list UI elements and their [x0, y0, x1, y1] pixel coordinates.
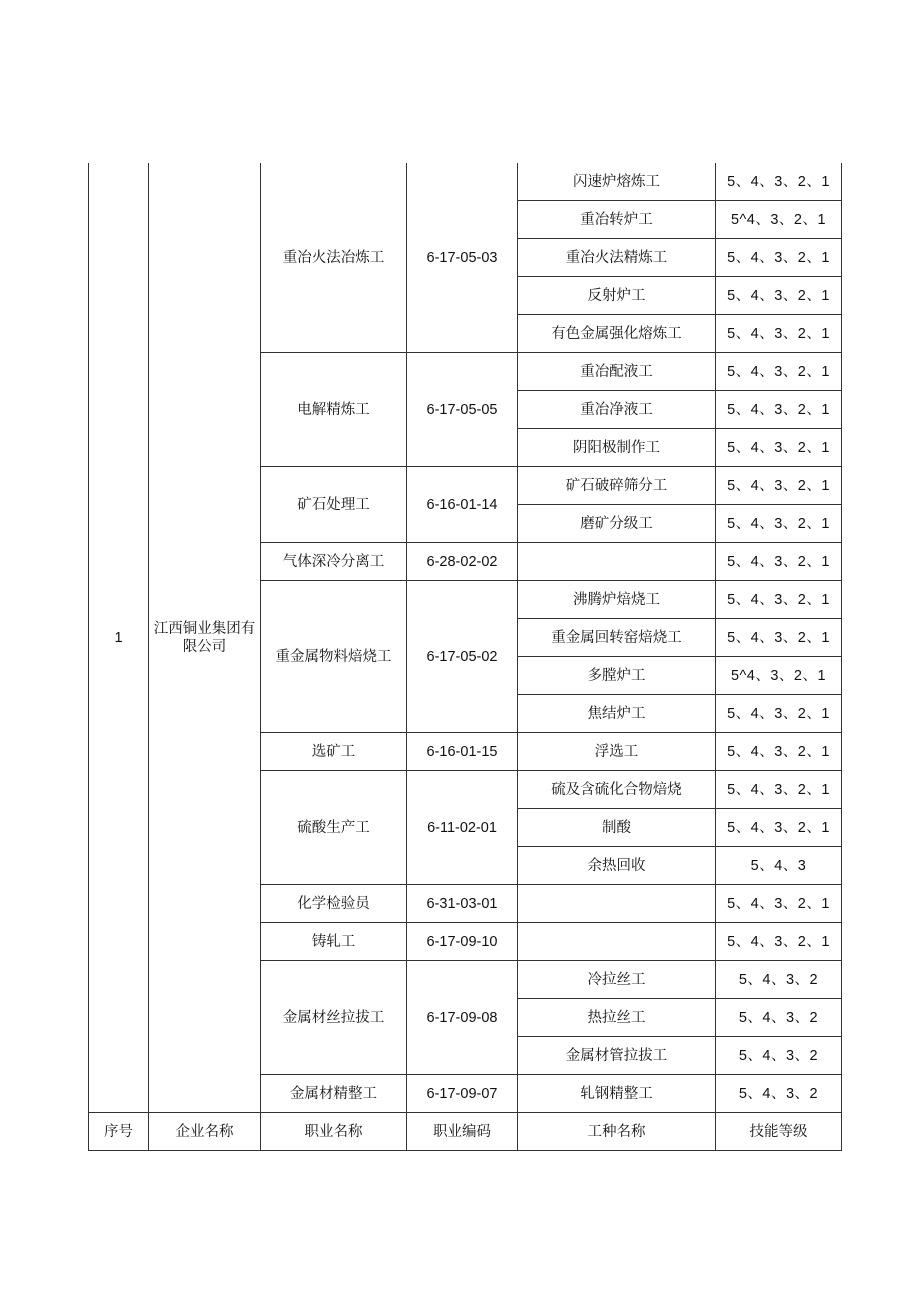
- header-company: 企业名称: [149, 1113, 261, 1151]
- header-seq: 序号: [89, 1113, 149, 1151]
- occupation-code-cell: 6-11-02-01: [407, 771, 518, 885]
- occupation-code-cell: 6-28-02-02: [407, 543, 518, 581]
- occupation-code-cell: 6-16-01-14: [407, 467, 518, 543]
- document-page: [88, 163, 841, 1151]
- trade-name-cell: 磨矿分级工: [518, 505, 716, 543]
- occupation-name-cell: 选矿工: [261, 733, 407, 771]
- table-header-row: [89, 1113, 842, 1151]
- header-trade: 工种名称: [518, 1113, 716, 1151]
- trade-name-cell: 轧钢精整工: [518, 1075, 716, 1113]
- trade-name-cell: 热拉丝工: [518, 999, 716, 1037]
- trade-name-cell: 反射炉工: [518, 277, 716, 315]
- skill-level-cell: 5、4、3、2、1: [716, 467, 842, 505]
- skill-level-cell: 5^4、3、2、1: [716, 201, 842, 239]
- table-body: [89, 163, 842, 1151]
- trade-name-cell: 金属材管拉拔工: [518, 1037, 716, 1075]
- trade-name-cell: 浮选工: [518, 733, 716, 771]
- trade-name-cell: 多膛炉工: [518, 657, 716, 695]
- trade-name-cell: 硫及含硫化合物焙烧: [518, 771, 716, 809]
- skill-level-cell: 5、4、3、2、1: [716, 885, 842, 923]
- trade-name-cell: 重金属回转窑焙烧工: [518, 619, 716, 657]
- trade-name-cell: [518, 885, 716, 923]
- occupation-name-cell: 重金属物料焙烧工: [261, 581, 407, 733]
- skill-level-cell: 5、4、3、2、1: [716, 505, 842, 543]
- skill-level-cell: 5、4、3、2、1: [716, 391, 842, 429]
- header-code: 职业编码: [407, 1113, 518, 1151]
- skill-level-cell: 5、4、3、2、1: [716, 695, 842, 733]
- skill-level-cell: 5、4、3、2、1: [716, 239, 842, 277]
- skill-level-cell: 5、4、3、2: [716, 961, 842, 999]
- occupation-code-cell: 6-17-09-08: [407, 961, 518, 1075]
- trade-name-cell: 阴阳极制作工: [518, 429, 716, 467]
- occupation-table: [88, 163, 842, 1151]
- trade-name-cell: 冷拉丝工: [518, 961, 716, 999]
- seq-cell: 1: [89, 163, 149, 1113]
- skill-level-cell: 5、4、3、2、1: [716, 733, 842, 771]
- occupation-name-cell: 矿石处理工: [261, 467, 407, 543]
- trade-name-cell: 制酸: [518, 809, 716, 847]
- skill-level-cell: 5、4、3、2、1: [716, 429, 842, 467]
- skill-level-cell: 5、4、3、2、1: [716, 315, 842, 353]
- occupation-name-cell: 电解精炼工: [261, 353, 407, 467]
- skill-level-cell: 5、4、3、2、1: [716, 543, 842, 581]
- table-row: [89, 163, 842, 201]
- skill-level-cell: 5、4、3、2、1: [716, 163, 842, 201]
- company-name-cell: 江西铜业集团有限公司: [149, 163, 261, 1113]
- skill-level-cell: 5、4、3: [716, 847, 842, 885]
- occupation-code-cell: 6-16-01-15: [407, 733, 518, 771]
- occupation-name-cell: 重冶火法冶炼工: [261, 163, 407, 353]
- occupation-code-cell: 6-17-05-03: [407, 163, 518, 353]
- skill-level-cell: 5、4、3、2、1: [716, 581, 842, 619]
- occupation-code-cell: 6-31-03-01: [407, 885, 518, 923]
- skill-level-cell: 5、4、3、2、1: [716, 771, 842, 809]
- header-level: 技能等级: [716, 1113, 842, 1151]
- trade-name-cell: 重冶配液工: [518, 353, 716, 391]
- skill-level-cell: 5、4、3、2、1: [716, 353, 842, 391]
- occupation-name-cell: 化学检验员: [261, 885, 407, 923]
- trade-name-cell: 沸腾炉焙烧工: [518, 581, 716, 619]
- skill-level-cell: 5、4、3、2: [716, 1075, 842, 1113]
- skill-level-cell: 5、4、3、2、1: [716, 277, 842, 315]
- occupation-name-cell: 金属材精整工: [261, 1075, 407, 1113]
- occupation-name-cell: 气体深冷分离工: [261, 543, 407, 581]
- occupation-name-cell: 铸轧工: [261, 923, 407, 961]
- trade-name-cell: 重冶火法精炼工: [518, 239, 716, 277]
- occupation-name-cell: 金属材丝拉拔工: [261, 961, 407, 1075]
- header-occupation: 职业名称: [261, 1113, 407, 1151]
- trade-name-cell: [518, 543, 716, 581]
- trade-name-cell: [518, 923, 716, 961]
- occupation-code-cell: 6-17-05-02: [407, 581, 518, 733]
- skill-level-cell: 5^4、3、2、1: [716, 657, 842, 695]
- skill-level-cell: 5、4、3、2、1: [716, 619, 842, 657]
- skill-level-cell: 5、4、3、2: [716, 1037, 842, 1075]
- skill-level-cell: 5、4、3、2、1: [716, 809, 842, 847]
- occupation-code-cell: 6-17-09-10: [407, 923, 518, 961]
- skill-level-cell: 5、4、3、2: [716, 999, 842, 1037]
- trade-name-cell: 重冶转炉工: [518, 201, 716, 239]
- trade-name-cell: 余热回收: [518, 847, 716, 885]
- trade-name-cell: 焦结炉工: [518, 695, 716, 733]
- occupation-code-cell: 6-17-09-07: [407, 1075, 518, 1113]
- occupation-code-cell: 6-17-05-05: [407, 353, 518, 467]
- skill-level-cell: 5、4、3、2、1: [716, 923, 842, 961]
- trade-name-cell: 闪速炉熔炼工: [518, 163, 716, 201]
- trade-name-cell: 重冶净液工: [518, 391, 716, 429]
- trade-name-cell: 矿石破碎筛分工: [518, 467, 716, 505]
- trade-name-cell: 有色金属强化熔炼工: [518, 315, 716, 353]
- occupation-name-cell: 硫酸生产工: [261, 771, 407, 885]
